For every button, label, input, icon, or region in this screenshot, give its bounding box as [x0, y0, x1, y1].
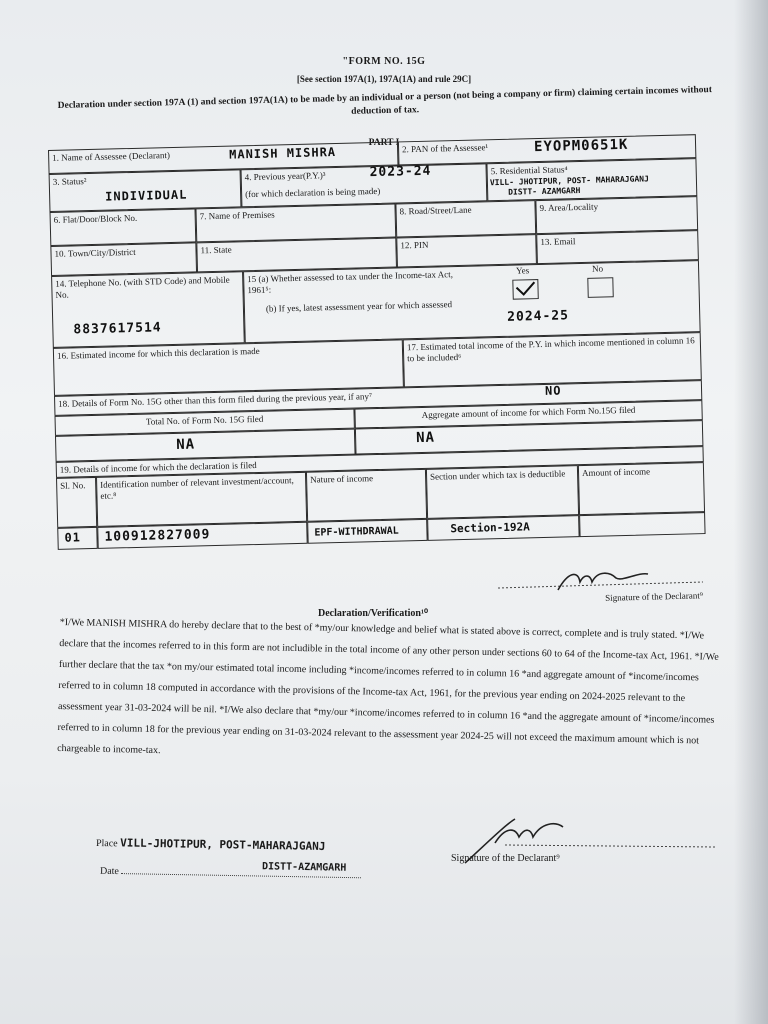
field-15-value: 2024-25: [507, 308, 570, 325]
row-section-cell: [427, 515, 579, 541]
no-label: No: [591, 263, 604, 274]
field-9-label: 9. Area/Locality: [539, 201, 599, 214]
field-18-total-value: NA: [176, 436, 196, 453]
field-15-assessed: [243, 260, 701, 343]
field-4-value: 2023-24: [369, 163, 432, 181]
place-row: [96, 836, 326, 853]
field-15-label-b: (b) If yes, latest assessment year for which assessed: [265, 299, 453, 314]
verification-paragraph: *I/We MANISH MISHRA do hereby declare that to the best of *my/our knowledge and belief what is stated above is correct, complete and is truly stated. *I/We declare that the incomes referred to in this form are not includible in the total income of any other person under sections 60 to 64 of the Income-tax Act, 1961. *I/We further declare that the tax *on my/our estimated total income including *income/incomes referred to in column 16 *and aggregate amount of *income/incomes referred to in column 18 computed in accordance with the provisions of the Income-tax Act, 1961, for the previous year ending on 2024-2025 relevant to the assessment year 31-03-2024 will be nil. *I/We also declare that *my/our *income/incomes referred to in column 16 *and the aggregate amount of *income/incomes referred to in column 18 for the previous year ending on 31-03-2024 relevant to the assessment year 2024-25 will not exceed the maximum amount which is not chargeable to income-tax.: [57, 616, 719, 757]
field-19-label: 19. Details of income for which the declaration is filed: [59, 459, 257, 475]
field-4-label: 4. Previous year(P.Y.)³: [244, 170, 326, 183]
field-5-label: 5. Residential Status⁴: [490, 164, 568, 177]
signature-label-2: Signature of the Declarant⁹: [451, 853, 560, 864]
field-1-value: MANISH MISHRA: [228, 144, 337, 162]
place-label: Place: [95, 837, 118, 850]
place-value: VILL-JHOTIPUR, POST-MAHARAJGANJ: [120, 836, 326, 854]
row-sl-value: 01: [64, 530, 82, 545]
field-4-sub: (for which declaration is being made): [245, 185, 381, 200]
checkmark-icon: [513, 280, 537, 299]
field-16: [53, 339, 404, 396]
col-sl-header: [56, 477, 97, 528]
field-14-phone: [51, 271, 245, 348]
field-1-label: 1. Name of Assessee (Declarant): [52, 150, 170, 163]
field-5-residential: [486, 158, 697, 201]
row-nature-value: EPF-WITHDRAWAL: [314, 525, 399, 539]
field-8: [395, 200, 536, 237]
field-7: [195, 204, 396, 243]
field-11-label: 11. State: [200, 244, 232, 256]
field-3-value: INDIVIDUAL: [104, 187, 188, 204]
field-16-label: 16. Estimated income for which this declaration is made: [56, 345, 260, 361]
declaration-heading: Declaration under section 197A (1) and section 197A(1A) to be made by an individual or a person (not being a company or firm) claiming certain incomes without deduction of tax.: [57, 85, 713, 117]
field-2-label: 2. PAN of the Assessee¹: [401, 142, 489, 155]
yes-label: Yes: [515, 265, 530, 276]
col-amount-header: [578, 462, 705, 515]
page-edge-shadow: [734, 0, 768, 1024]
field-17-label: 17. Estimated total income of the P.Y. in which income mentioned in column 16 to be included⁶: [406, 335, 695, 364]
verification-title: Declaration/Verification¹⁰: [318, 608, 428, 619]
row-amount-cell: [579, 512, 705, 537]
field-2-value: EYOPM0651K: [533, 136, 629, 156]
field-15-label-a: 15 (a) Whether assessed to tax under the Income-tax Act, 1961⁵:: [247, 269, 454, 296]
field-18-label: 18. Details of Form No. 15G other than this form filed during the previous year, if any⁷: [58, 391, 373, 409]
col-section-label: Section under which tax is deductible: [429, 468, 566, 482]
field-10: [50, 242, 197, 276]
no-checkbox[interactable]: [587, 277, 613, 298]
field-10-label: 10. Town/City/District: [54, 246, 136, 259]
field-14-value: 8837617514: [73, 320, 162, 338]
signature-block-1: [498, 568, 703, 603]
col-nature-label: Nature of income: [310, 473, 374, 485]
field-18-value: NO: [544, 383, 562, 398]
field-18-total-label: Total No. of Form No. 15G filed: [145, 413, 264, 427]
field-8-label: 8. Road/Street/Lane: [399, 204, 472, 217]
place-value-2: DISTT-AZAMGARH: [261, 861, 347, 874]
field-12-label: 12. PIN: [400, 239, 429, 251]
field-12: [396, 234, 537, 267]
yes-checkbox[interactable]: [512, 279, 538, 300]
field-13: [536, 230, 699, 264]
date-label: Date: [99, 865, 120, 878]
field-4-previous-year: [241, 163, 488, 207]
col-section-header: [426, 465, 579, 519]
field-17: [403, 332, 702, 387]
field-14-label: 14. Telephone No. (with STD Code) and Mobile No.: [55, 274, 230, 300]
form-table: [48, 134, 706, 552]
row-section-value: Section-192A: [450, 520, 530, 536]
field-18-agg-label: Aggregate amount of income for which Form No.15G filed: [421, 404, 636, 420]
row-sl-cell: [57, 527, 98, 550]
col-id-label: Identification number of relevant investment/account, etc.⁸: [100, 475, 294, 501]
signature-block-2: [445, 815, 715, 870]
field-7-label: 7. Name of Premises: [199, 209, 275, 222]
field-11: [196, 238, 397, 273]
field-6: [50, 208, 197, 246]
date-line: [121, 873, 361, 878]
form-title: "FORM NO. 15G: [342, 56, 426, 67]
col-id-header: [96, 472, 307, 527]
row-id-value: 100912827009: [104, 527, 211, 545]
field-5-value-1: VILL- JHOTIPUR, POST- MAHARAJGANJ: [489, 174, 649, 188]
col-amount-label: Amount of income: [581, 466, 651, 479]
field-3-label: 3. Status²: [52, 176, 87, 187]
field-13-label: 13. Email: [540, 236, 576, 247]
part-heading: PART I: [368, 138, 400, 148]
field-9: [535, 196, 698, 234]
signature-scribble: [498, 568, 703, 592]
row-id-cell: [97, 522, 307, 549]
field-3-status: [49, 169, 242, 212]
row-nature-cell: [307, 519, 428, 544]
field-6-label: 6. Flat/Door/Block No.: [53, 212, 138, 225]
field-5-value-2: DISTT- AZAMGARH: [508, 186, 581, 197]
col-sl-label: Sl. No.: [60, 480, 86, 491]
see-section: [See section 197A(1), 197A(1A) and rule 29C]: [296, 74, 472, 84]
signature-label-1: Signature of the Declarant⁹: [605, 590, 704, 603]
col-nature-header: [306, 469, 427, 522]
field-18-agg-value: NA: [415, 429, 436, 447]
